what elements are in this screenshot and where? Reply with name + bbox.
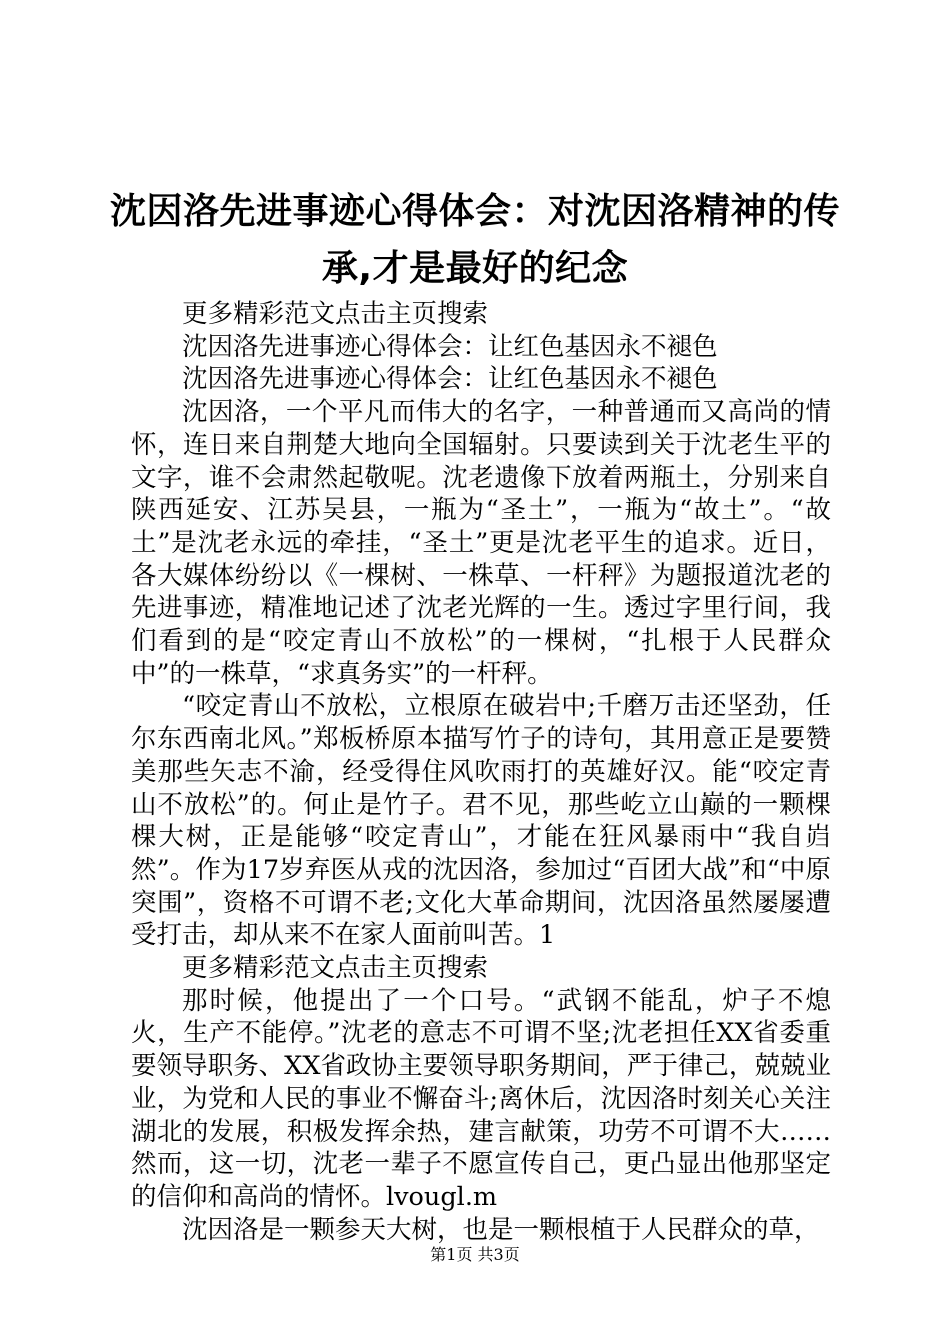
document-body bbox=[131, 298, 831, 1246]
page-footer: 第1页 共3页 bbox=[430, 1245, 520, 1264]
body-paragraph: “咬定青山不放松，立根原在破岩中;千磨万击还坚劲，任尔东西南北风。”郑板桥原本描写竹子的诗句，其用意正是要赞美那些矢志不渝，经受得住风吹雨打的英雄好汉。能“咬定青山不放松”的。何止是竹子。君不见，那些屹立山巅的一颗棵棵大树，正是能够“咬定青山”，才能在狂风暴雨中“我自岿然”。作为17岁弃医从戎的沈因洛，参加过“百团大战”和“中原突围”，资格不可谓不老;文化大革命期间，沈因洛虽然屡屡遭受打击，却从来不在家人面前叫苦。1 bbox=[131, 691, 831, 951]
body-paragraph: 沈因洛是一颗参天大树，也是一颗根植于人民群众的草， bbox=[182, 1214, 820, 1245]
promo-paragraph: 更多精彩范文点击主页搜索 bbox=[182, 299, 489, 329]
subtitle-paragraph: 沈因洛先进事迹心得体会：让红色基因永不褪色 bbox=[182, 364, 718, 395]
body-paragraph: 那时候，他提出了一个口号。“武钢不能乱，炉子不熄火，生产不能停。”沈老的意志不可谓不坚;沈老担任XX省委重要领导职务、XX省政协主要领导职务期间，严于律己，兢兢业业，为党和人民的事业不懈奋斗;离休后，沈因洛时刻关心关注湖北的发展，积极发挥余热，建言献策，功劳不可谓不大……然而，这一切，沈老一辈子不愿宣传自己，更凸显出他那坚定的信仰和高尚的情怀。lvougl.m bbox=[131, 985, 831, 1212]
promo-paragraph: 更多精彩范文点击主页搜索 bbox=[182, 953, 489, 984]
subtitle-paragraph: 沈因洛先进事迹心得体会：让红色基因永不褪色 bbox=[182, 331, 718, 362]
body-paragraph: 沈因洛，一个平凡而伟大的名字，一种普通而又高尚的情怀，连日来自荆楚大地向全国辐射。只要读到关于沈老生平的文字，谁不会肃然起敬呢。沈老遗像下放着两瓶土，分别来自陕西延安、江苏吴县，一瓶为“圣土”，一瓶为“故土”。“故土”是沈老永远的牵挂，“圣土”更是沈老平生的追求。近日，各大媒体纷纷以《一棵树、一株草、一杆秤》为题报道沈老的先进事迹，精准地记述了沈老光辉的一生。透过字里行间，我们看到的是“咬定青山不放松”的一棵树，“扎根于人民群众中”的一株草，“求真务实”的一杆秤。 bbox=[131, 397, 831, 689]
document-title: 沈因洛先进事迹心得体会：对沈因洛精神的传承,才是最好的纪念 bbox=[110, 191, 841, 289]
